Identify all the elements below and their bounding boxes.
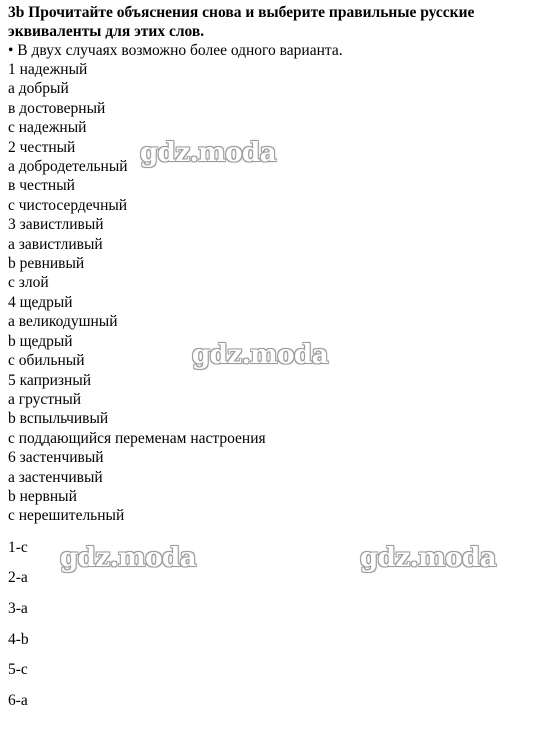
exercise-instruction: • В двух случаях возможно более одного варианта.	[8, 42, 343, 59]
option-2b: в честный	[8, 177, 75, 195]
answer-list	[8, 538, 528, 722]
option-5c: c поддающийся переменам настроения	[8, 429, 266, 447]
vocabulary-list	[8, 60, 528, 526]
option-2c: с чистосердечный	[8, 196, 128, 214]
exercise-title: 3b Прочитайте объяснения снова и выберите правильные русские эквиваленты для этих слов.	[8, 4, 475, 40]
answer-6: 6-a	[8, 691, 28, 709]
answer-4: 4-b	[8, 630, 29, 648]
watermark-logo: gdz.moda	[360, 543, 497, 573]
option-5a: a грустный	[8, 390, 82, 408]
option-3a: a завистливый	[8, 235, 103, 253]
answer-2: 2-a	[8, 569, 28, 587]
option-6b: b нервный	[8, 487, 77, 505]
option-4a: a великодушный	[8, 313, 118, 331]
option-2a: a добродетельный	[8, 158, 128, 176]
word-1: 1 надежный	[8, 61, 88, 78]
option-1a: a добрый	[8, 80, 69, 98]
option-6a: a застенчивый	[8, 468, 103, 486]
word-2: 2 честный	[8, 138, 76, 156]
watermark-logo: gdz.moda	[60, 543, 197, 573]
exercise-content	[8, 3, 528, 721]
word-5: 5 капризный	[8, 371, 92, 389]
option-3c: c злой	[8, 274, 49, 292]
word-3: 3 завистливый	[8, 216, 104, 234]
watermark-logo: gdz.moda	[140, 138, 277, 168]
option-5b: b вспыльчивый	[8, 410, 109, 428]
option-4b: b щедрый	[8, 332, 73, 350]
option-1c: с надежный	[8, 119, 87, 137]
option-3b: b ревнивый	[8, 255, 85, 273]
word-6: 6 застенчивый	[8, 449, 104, 467]
option-1b: в достоверный	[8, 99, 106, 117]
option-6c: c нерешительный	[8, 507, 125, 525]
answer-1: 1-c	[8, 538, 28, 556]
answer-5: 5-c	[8, 661, 28, 679]
option-4c: c обильный	[8, 352, 85, 370]
watermark-logo: gdz.moda	[192, 340, 329, 370]
word-4: 4 щедрый	[8, 293, 73, 311]
answer-3: 3-a	[8, 599, 28, 617]
